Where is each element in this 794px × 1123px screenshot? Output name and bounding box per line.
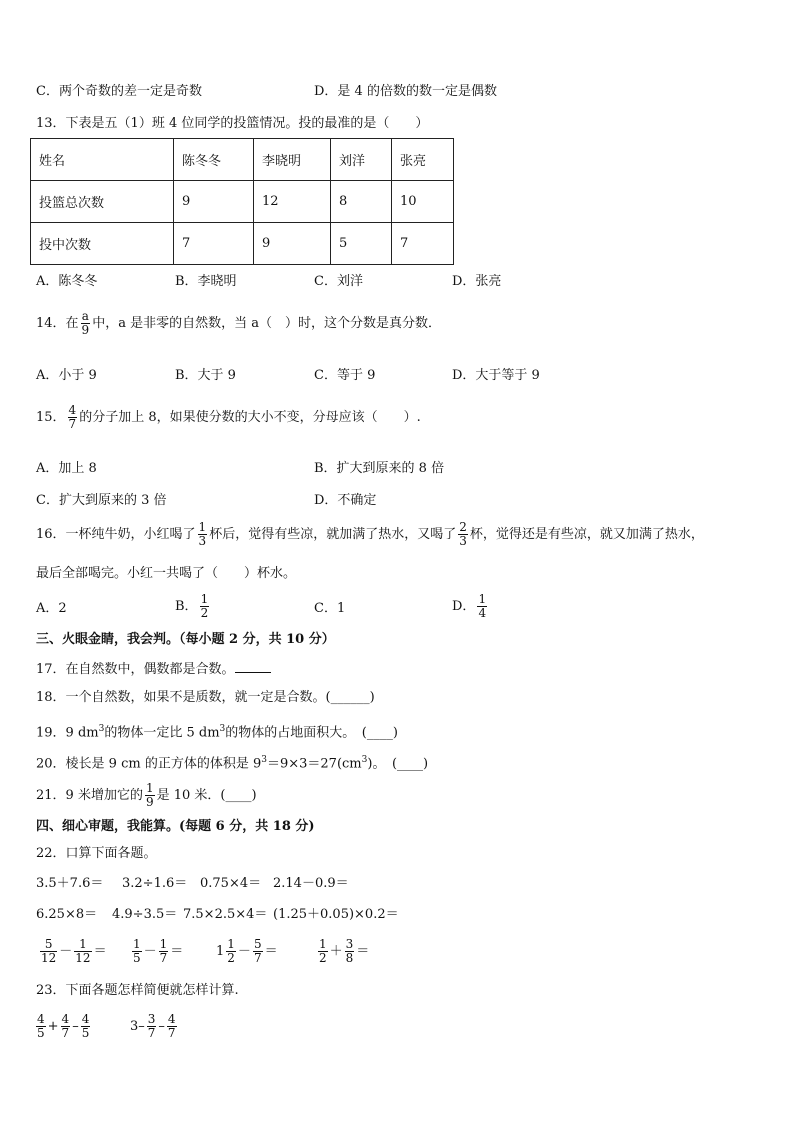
q15-prefix: 15． [36,410,66,425]
q21-fraction [145,782,155,809]
numerator: 1 [200,592,209,606]
q16-option-b [175,592,211,622]
numerator: 4 [81,1012,90,1026]
numerator: 4 [61,1012,70,1026]
q13-option-a: A．陈冬冬 [36,274,98,289]
leading-number: 3 [130,1019,139,1034]
section-3-heading: 三、火眼金睛，我会判。（每小题 2 分，共 10 分） [36,632,335,647]
numerator: 4 [68,403,77,417]
numerator: 5 [40,938,57,952]
q20-prefix: 20．棱长是 9 cm 的正方体的体积是 9 [36,756,262,772]
numerator: 1 [133,937,141,951]
operator: ＋ [329,944,343,959]
q16-part2: 杯后，觉得有些凉，就加满了热水，又喝了 [209,527,457,542]
table-cell: 刘洋 [331,139,392,181]
table-cell: 李晓明 [254,139,331,181]
q16-option-c: C．1 [314,601,346,616]
fraction [61,1013,71,1040]
q12-option-c: C．两个奇数的差一定是奇数 [36,84,202,99]
q15-option-a: A．加上 8 [36,461,97,476]
q13-option-d: D．张亮 [452,274,502,289]
q15-option-c: C．扩大到原来的 3 倍 [36,493,167,508]
fraction [40,938,57,965]
fraction-expression [316,935,369,969]
mental-calc-item: 3.5＋7.6＝ [36,876,104,891]
q15-fraction [68,404,78,431]
table-cell: 投中次数 [31,223,174,265]
q19-statement [36,721,398,741]
numerator: 5 [253,937,262,951]
operator: – [72,1019,79,1034]
simplify-expression [34,1010,92,1044]
q16-fraction-2 [458,521,468,548]
option-fraction [200,593,210,620]
fraction [167,1013,177,1040]
q15-suffix: 的分子加上 8，如果使分数的大小不变，分母应该（ ）. [79,410,421,425]
mental-calc-item: 2.14－0.9＝ [273,876,349,891]
q21-prefix: 21．9 米增加它的 [36,788,143,803]
denominator: 7 [147,1026,156,1040]
q14-prefix: 14．在 [36,316,79,331]
fraction [81,1013,91,1040]
answer-blank [235,660,271,673]
operator: － [143,944,157,959]
denominator: 9 [145,795,154,809]
fraction [318,938,328,965]
q16-option-d [452,592,489,622]
q21-suffix: 是 10 米．(____) [156,788,257,803]
q17-statement [36,660,271,678]
operator: – [158,1019,165,1034]
table-cell: 7 [392,223,454,265]
mental-calc-item: 7.5×2.5×4＝ [183,907,268,922]
table-cell: 10 [392,181,454,223]
table-cell: 8 [331,181,392,223]
q14-option-a: A．小于 9 [36,368,97,383]
mental-calc-item: 0.75×4＝ [200,876,262,891]
q13-option-c: C．刘洋 [314,274,363,289]
table-row [31,223,454,265]
mental-calc-item: (1.25＋0.05)×0.2＝ [273,907,399,922]
q16-part3: 杯，觉得还是有些凉，就又加满了热水， [469,527,704,542]
q14-option-c: C．等于 9 [314,368,376,383]
denominator: 8 [345,951,354,965]
denominator: 2 [319,951,327,965]
q14-suffix: 中，a 是非零的自然数，当 a（ ）时，这个分数是真分数． [92,316,441,331]
denominator: 7 [68,417,77,431]
q15-option-d: D．不确定 [314,493,377,508]
denominator: 7 [61,1026,70,1040]
denominator: 5 [37,1026,45,1040]
numerator: 4 [167,1012,176,1026]
q13-option-b: B．李晓明 [175,274,237,289]
denominator: 5 [81,1026,90,1040]
table-cell: 5 [331,223,392,265]
shooting-table [30,138,454,265]
option-label: D． [452,599,476,614]
equals-sign: ＝ [170,944,184,959]
q15-option-b: B．扩大到原来的 8 倍 [314,461,445,476]
q14-option-d: D．大于等于 9 [452,368,540,383]
q13-question: 13．下表是五（1）班 4 位同学的投篮情况。投的最准的是（ ） [36,116,429,131]
whole-number: 1 [216,944,225,959]
denominator: 3 [459,534,467,548]
q20-suffix: )。 (____) [367,756,429,772]
table-row [31,181,454,223]
operator: － [59,944,73,959]
option-fraction [477,593,487,620]
q16-part1: 16．一杯纯牛奶，小红喝了 [36,527,196,542]
numerator: 4 [37,1012,45,1026]
equals-sign: ＝ [93,944,107,959]
denominator: 12 [75,951,91,965]
numerator: 1 [145,781,154,795]
numerator: 2 [459,520,467,534]
fraction [36,1013,46,1040]
numerator: 1 [478,592,487,606]
q15-question [36,404,421,431]
q20-statement [36,752,428,772]
q17-text: 17．在自然数中，偶数都是合数。 [36,662,235,677]
simplify-expression [130,1010,179,1044]
numerator: 3 [345,937,354,951]
table-cell: 张亮 [392,139,454,181]
fraction [253,938,263,965]
q16-fraction-1 [198,521,208,548]
equals-sign: ＝ [264,944,278,959]
q19-prefix: 19．9 dm [36,725,99,741]
equals-sign: ＝ [356,944,370,959]
q19-middle: 的物体一定比 5 dm [104,725,220,741]
table-cell: 陈冬冬 [174,139,254,181]
denominator: 7 [167,1026,176,1040]
table-cell: 7 [174,223,254,265]
numerator: 1 [74,938,91,952]
superscript: 3 [261,755,267,765]
fraction-expression [216,935,278,969]
mental-calc-item: 4.9÷3.5＝ [112,907,178,922]
q20-middle: ＝9×3＝27(cm [266,756,362,772]
mental-calc-item: 6.25×8＝ [36,907,98,922]
q16-question-line1 [36,518,704,552]
table-cell: 9 [174,181,254,223]
section-4-heading: 四、细心审题，我能算。(每题 6 分，共 18 分) [36,819,315,834]
q23-title: 23．下面各题怎样简便就怎样计算. [36,983,239,998]
numerator: 1 [198,520,207,534]
superscript: 3 [361,755,368,765]
fraction [345,938,355,965]
table-cell: 12 [254,181,331,223]
denominator: 7 [253,951,262,965]
numerator: 1 [319,937,327,951]
denominator: 4 [478,606,487,620]
denominator: 9 [81,323,90,337]
denominator: 7 [159,951,168,965]
q14-question [36,310,441,337]
q18-statement: 18．一个自然数，如果不是质数，就一定是合数。(______) [36,690,375,705]
table-cell: 9 [254,223,331,265]
operator: – [138,1019,145,1034]
numerator: 1 [159,937,168,951]
denominator: 5 [133,951,141,965]
fraction [74,938,91,965]
numerator: 3 [147,1012,156,1026]
q19-suffix: 的物体的占地面积大。 (____) [225,725,398,741]
q21-statement [36,782,257,810]
fraction [147,1013,157,1040]
fraction [226,938,236,965]
fraction-expression [130,935,183,969]
q16-option-a: A．2 [36,601,67,616]
fraction [159,938,169,965]
q14-fraction [81,310,91,337]
denominator: 12 [41,951,57,965]
denominator: 3 [198,534,207,548]
table-cell: 姓名 [31,139,174,181]
table-header-row [31,139,454,181]
fraction-expression [38,935,107,969]
numerator: 1 [227,937,235,951]
mental-calc-item: 3.2÷1.6＝ [122,876,188,891]
numerator: a [81,309,89,323]
q12-option-d: D．是 4 的倍数的数一定是偶数 [314,84,497,99]
q14-option-b: B．大于 9 [175,368,236,383]
denominator: 2 [227,951,235,965]
superscript: 3 [98,724,105,734]
operator: + [47,1019,59,1034]
table-cell: 投篮总次数 [31,181,174,223]
option-label: B． [175,599,198,614]
operator: － [237,944,251,959]
superscript: 3 [219,724,226,734]
fraction [132,938,142,965]
q22-title: 22．口算下面各题。 [36,846,157,861]
q16-question-line2: 最后全部喝完。小红一共喝了（ ）杯水。 [36,566,297,581]
denominator: 2 [200,606,209,620]
